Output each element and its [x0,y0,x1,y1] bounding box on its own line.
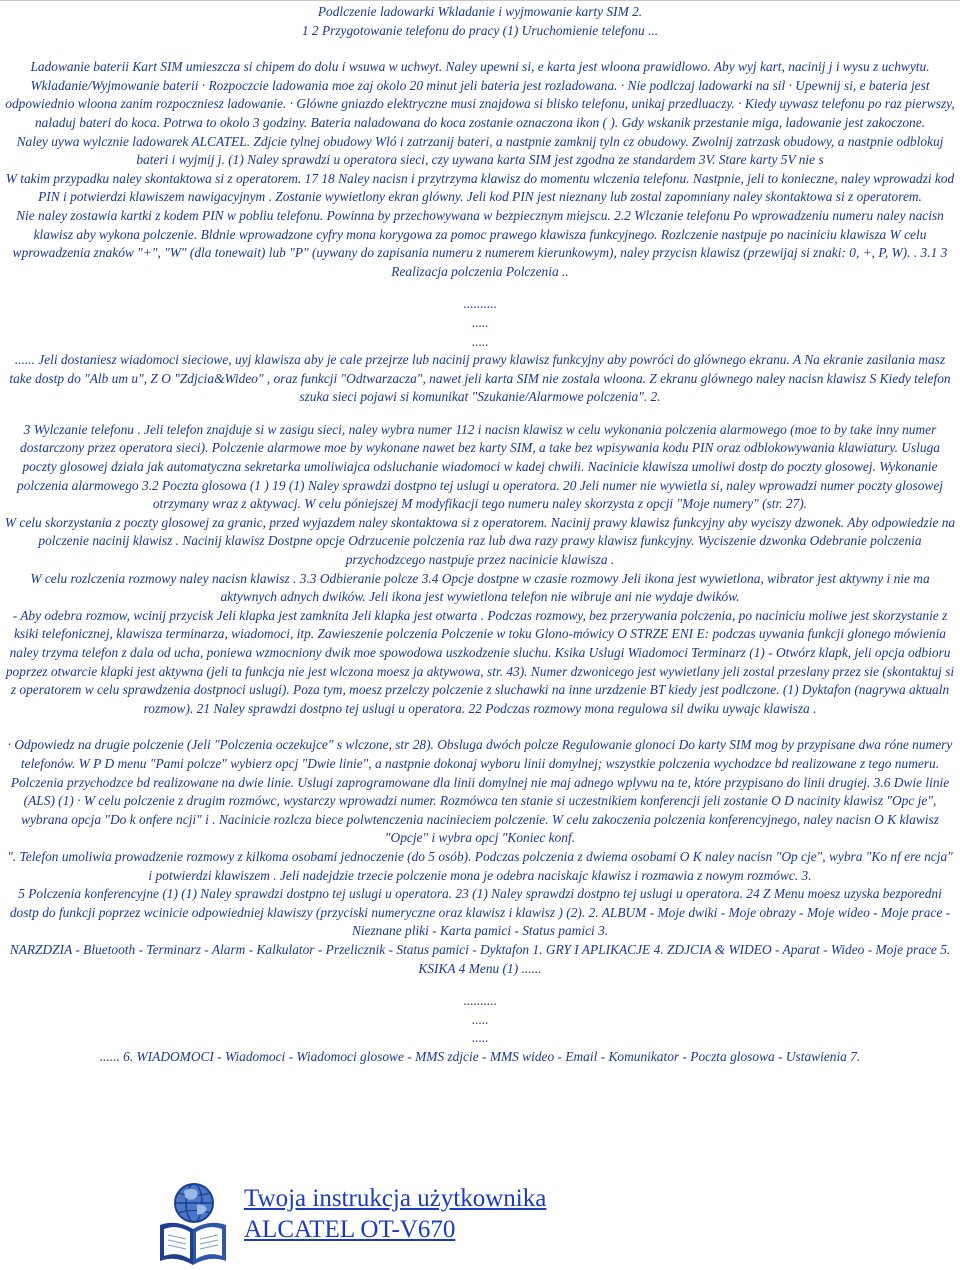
ellipsis-line: ..... [471,333,489,349]
paragraph-voicemail-abroad: W celu skorzystania z poczty glosowej za granic, przed wyjazdem naley skontaktowa si z operatorem. Nacinij prawy klawisz funkcyjny aby wyciszy dzwonek. Aby odpowiedzie na polczenie nacinij klawisz . Nacinij klawisz Dostpne opcje Odrzucenie polczenia raz lub dwa razy prawy klawisz funkcyjny. Wyciszenie dzwonka Odebranie polczenia przychodzcego nastpuje przez nacinicie klawisza . [4,514,956,568]
spacer [0,40,960,58]
paragraph-charger-warning: Naley uywa wylcznie ladowarek ALCATEL. Zdjcie tylnej obudowy Wló i zatrzanij bateri, a nastpnie zamknij tyln cz obudowy. Zwolnij zatrzask obudowy, a nastpnie odblokuj bateri i wyjmij j. (1) Naley sprawdzi u operatora sieci, czy uywana karta SIM jest zgodna ze standardem 3V. Stare karty 5V nie s [16,133,944,168]
ellipsis-line: ..... [471,314,489,330]
model-link[interactable]: ALCATEL OT-V670 [244,1216,456,1243]
book-globe-logo-icon [156,1181,230,1267]
ellipsis-line: .......... [463,993,497,1009]
paragraph-answering: - Aby odebra rozmow, wcinij przycisk Jeli klapka jest zamknita Jeli klapka jest otwarta . Podczas rozmowy, bez przerywania polczenia, po naciniciu moliwe jest skorzystanie z ksiki telefonicznej, klawisza terminarza, wiadomoci, itp. Zawieszenie polczenia Polczenie w toku Glono-mówicy O STRZE ENI E: podczas uywania funkcji glonego mówienia naley trzyma telefon z dala od ucha, poniewa wzmocniony dwik moe spowodowa uszkodzenie sluchu. Ksika Uslugi Wiadomoci Terminarz (1) - Otwórz klapk, jeli opcja odbioru poprzez otwarcie klapki jest aktywna (jeli ta funkcja nie jest wlczona moesz ja aktywowa, str. 43). Numer dzwonicego jest wywietlany jeli zostal przeslany przez sie (skontaktuj si z operatorem w celu sprawdzenia dostpnoci uslugi). Poza tym, moesz przelczy polczenie z sluchawki na inne urzdzenie BT kiedy jest podlczone. (1) Dyktafon (nagrywa aktualn rozmow). 21 Naley sprawdzi dostpno tej uslugi u operatora. 22 Podczas rozmowy mona regulowa sil dwiku uywajc klawisza . [5,607,955,716]
footer [0,1181,960,1270]
user-manual-link[interactable]: Twoja instrukcja użytkownika [244,1185,547,1212]
paragraph-pin: W takim przypadku naley skontaktowa si z operatorem. 17 18 Naley nacisn i przytrzyma klawisz do momentu wlczenia telefonu. Nastpnie, jeli to konieczne, naley wprowadzi kod PIN i potwierdzi klawiszem nawigacyjnym . Zostanie wywietlony ekran glówny. Jeli kod PIN jest nieznany lub zostal zapomniany naley skontaktowa si z operatorem. [5,170,955,205]
paragraph-emergency-voicemail: 3 Wylczanie telefonu . Jeli telefon znajduje si w zasigu sieci, naley wybra numer 112 i nacisn klawisz w celu wykonania polczenia alarmowego (moe to by take inny numer dostarczony przez operatora sieci). Polczenie alarmowe moe by wykonane nawet bez karty SIM, a take bez wpisywania kodu PIN oraz odblokowywania klawiatury. Usluga poczty glosowej dziala jak automatyczna sekretarka umoliwiajca odsluchanie wiadomoci w kadej chwili. Nacinicie klawisza umoliwi dostp do poczty glosowej. Wykonanie polczenia alarmowego 3.2 Poczta glosowa (1 ) 19 (1) Naley sprawdzi dostpno tej uslugi u operatora. 20 Jeli numer nie wywietla si, naley wprowadzi numer poczty glosowej otrzymany wraz z aktywacj. W celu póniejszej M modyfikacji tego numeru naley skorzysta z opcji "Moje numery" (str. 27). [17,421,943,512]
header-line-2: 1 2 Przygotowanie telefonu do pracy (1) Uruchomienie telefonu ... [301,22,659,38]
header-line-1: Podlczenie ladowarki Wkladanie i wyjmowanie karty SIM 2. [317,4,643,19]
spacer [0,718,960,736]
ellipsis-line: ..... [471,1030,489,1046]
spacer [0,407,960,421]
paragraph-messages-menu: ...... 6. WIADOMOCI - Wiadomoci - Wiadomoci glosowe - MMS zdjcie - MMS wideo - Email - Komunikator - Poczta glosowa - Ustawienia 7. [99,1048,861,1064]
ellipsis-line: .......... [463,296,497,312]
spacer [0,281,960,295]
paragraph-network-messages: ...... Jeli dostaniesz wiadomoci sieciowe, uyj klawisza aby je cale przejrze lub nacinij prawy klawisz funkcyjny aby powróci do glównego ekranu. A Na ekranie zasilania masz take dostp do "Alb um u", Z O "Zdjcia&Wideo" , oraz funkcji "Odtwarzacza", nawet jeli karta SIM nie zostala wloona. Z ekranu glównego naley nacisn klawisz S Kiedy telefon szuka sieci pojawi si komunikat "Szukanie/Alarmowe polczenia". 2. [9,352,951,405]
ellipsis-line: ..... [471,1011,489,1027]
paragraph-second-call: · Odpowiedz na drugie polczenie (Jeli "Polczenia oczekujce" s wlczone, str 28). Obsluga dwóch polcze Regulowanie glonoci Do karty SIM mog by przypisane dwa róne numery telefonów. W P D menu "Pami polcze" wybierz opcj "Dwie linie", a nastpnie dokonaj wyboru linii domylnej; wszystkie polczenia wychodzce bd realizowane z tego numeru. Polczenia przychodzce bd realizowane na dwie linie. Uslugi zaprogramowane dla linii domylnej nie maj adnego wplywu na te, które przypisano do linii drugiej. 3.6 Dwie linie (ALS) (1) · W celu polczenie z drugim rozmówc, wystarczy wprowadzi numer. Rozmówca ten stanie si uczestnikiem konferencji jeli zostanie O D nacinity klawisz "Opc je", wybrana opcja "Do k onfere ncji" i . Nacinicie rozlcza biece polwtenczenia nacinieciem polczenie. W celu zakoczenia polczenia konferencyjnego, naley nacisn O K klawisz "Opcje" i wybra opcj "Koniec konf. [7,737,953,846]
paragraph-dialing: Nie naley zostawia kartki z kodem PIN w pobliu telefonu. Powinna by przechowywana w bezpiecznym miejscu. 2.2 Wlczanie telefonu Po wprowadzeniu numeru naley nacisn klawisz aby wykona polczenie. Bldnie wprowadzone cyfry mona korygowa za pomoc prawego klawisza funkcyjnego. Rozlczenie nastpuje po naciniciu klawisza W celu wprowadzenia znaków "+", "W" (dla tonewait) lub "P" (uywany do zapisania numeru z numerem kierunkowym), naley przycisn klawisz (przewijaj si znaki: 0, +, P, W). . 3.1 3 Realizacja polczenia Polczenia .. [12,207,948,279]
spacer [0,978,960,992]
paragraph-call-options: W celu rozlczenia rozmowy naley nacisn klawisz . 3.3 Odbieranie polcze 3.4 Opcje dostpne w czasie rozmowy Jeli ikona jest wywietlona, wibrator jest aktywny i nie ma aktywnych adnych dwików. Jeli ikona jest wywietlona telefon nie wibruje ani nie wydaje dwików. [30,570,930,605]
paragraph-menu: 5 Polczenia konferencyjne (1) (1) Naley sprawdzi dostpno tej uslugi u operatora. 23 (1) Naley sprawdzi dostpno tej uslugi u operatora. 24 Z Menu moesz uzyska bezporedni dostp do funkcji poprzez wcinicie odpowiedniej klawiszy (przyciski numeryczne oraz klawisz i klawisz ) (2). 2. ALBUM - Moje dwiki - Moje obrazy - Moje wideo - Moje prace - Nieznane pliki - Karta pamici - Status pamici 3. [9,886,951,939]
paragraph-tools: NARZDZIA - Bluetooth - Terminarz - Alarm - Kalkulator - Przelicznik - Status pamici - Dyktafon 1. GRY I APLIKACJE 4. ZDJCIA & WIDEO - Aparat - Wideo - Moje prace 5. KSIKA 4 Menu (1) ...... [9,941,951,976]
paragraph-conference: ". Telefon umoliwia prowadzenie rozmowy z kilkoma osobami jednoczenie (do 5 osób). Podczas polczenia z dwiema osobami O K naley nacisn "Op cje", wybra "Ko nf ere ncja" i potwierdzi klawiszem . Jeli nadejdzie trzecie polczenie mona je odebra naciskajc klawisz i rozmawia z nowym rozmówc. 3. [7,848,953,883]
document-page [0,1,960,1270]
paragraph-charging: Ladowanie baterii Kart SIM umieszcza si chipem do dolu i wsuwa w uchwyt. Naley upewni si, e karta jest wloona prawidlowo. Aby wyj kart, nacinij j i wysu z uchwytu. Wkladanie/Wyjmowanie baterii · Rozpoczcie ladowania moe zaj okolo 20 minut jeli bateria jest rozladowana. · Nie podlczaj ladowarki na sil · Upewnij si, e bateria jest odpowiednio wloona zanim rozpoczniesz ladowanie. · Glówne gniazdo elektryczne musi znajdowa si blisko telefonu, unikaj przedluaczy. · Kiedy uywasz telefonu po raz pierwszy, naladuj bateri do koca. Potrwa to okolo 3 godziny. Bateria naladowana do koca zostanie oznaczona ikon ( ). Gdy wskanik przestanie miga, ladowanie jest zakoczone. [5,59,955,130]
